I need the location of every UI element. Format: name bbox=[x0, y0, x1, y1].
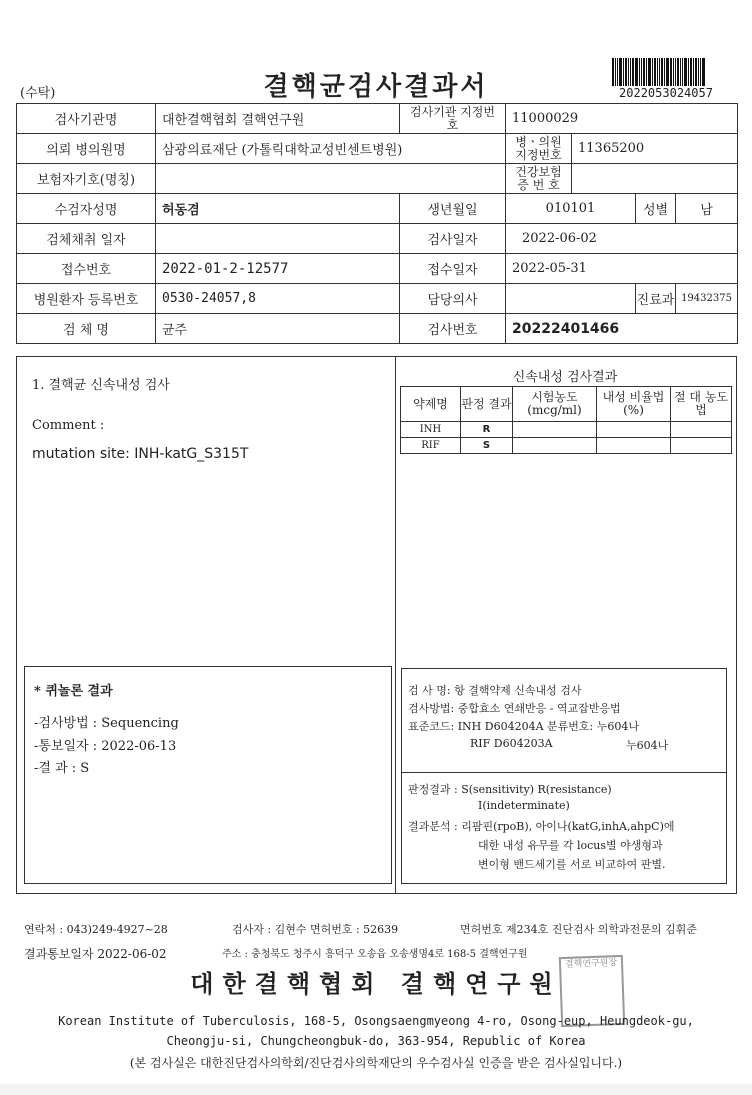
standard-code: 표준코드: INH D604204A 분류번호: 누604나 bbox=[408, 720, 639, 733]
doctor-value bbox=[506, 284, 636, 314]
receipt-no-label: 접수번호 bbox=[17, 254, 156, 284]
lab-no-label: 검사기관 지정번호 bbox=[400, 104, 506, 134]
mutation-site: mutation site: INH-katG_S315T bbox=[32, 446, 249, 462]
info-divider bbox=[401, 772, 727, 773]
drug-result: S bbox=[461, 438, 513, 454]
collect-date-label: 검체채취 일자 bbox=[17, 224, 156, 254]
name-label: 수검자성명 bbox=[17, 194, 156, 224]
lab-no-value: 11000029 bbox=[506, 104, 738, 134]
judgement-line1: 판정결과 : S(sensitivity) R(resistance) bbox=[408, 783, 612, 796]
physician-license: 면허번호 제234호 진단검사 의학과전문의 김휘준 bbox=[460, 923, 697, 936]
page-bottom-edge bbox=[0, 1084, 752, 1095]
standard-code-rif: RIF D604203A bbox=[470, 737, 553, 750]
collect-date-value bbox=[156, 224, 400, 254]
specimen-value: 균주 bbox=[156, 314, 400, 344]
test-no-label: 검사번호 bbox=[400, 314, 506, 344]
lab-label: 검사기관명 bbox=[17, 104, 156, 134]
test-name: 검 사 명: 항 결핵약제 신속내성 검사 bbox=[408, 684, 582, 697]
barcode-number: 2022053024057 bbox=[619, 86, 713, 100]
drug-result: R bbox=[461, 422, 513, 438]
quinolone-title: * 퀴놀론 결과 bbox=[34, 684, 113, 699]
official-seal: 결핵연구원장 bbox=[559, 955, 625, 1027]
contact: 연락처 : 043)249-4927~28 bbox=[24, 923, 168, 936]
lab-value: 대한결핵협회 결핵연구원 bbox=[156, 104, 400, 134]
hospital-no-label: 병ㆍ의원 지정번호 bbox=[506, 134, 572, 164]
test-method: 검사방법: 중합효소 연쇄반응 - 역교잡반응법 bbox=[408, 702, 621, 715]
institute-name: 대한결핵협회 결핵연구원 bbox=[190, 970, 562, 998]
sus-header: 내성 비율법(%) bbox=[597, 387, 671, 422]
patient-no-value: 0530-24057,8 bbox=[156, 284, 400, 314]
comment-label: Comment : bbox=[32, 418, 105, 433]
hospital-label: 의뢰 병의원명 bbox=[17, 134, 156, 164]
judgement-line2: I(indeterminate) bbox=[478, 799, 570, 812]
receipt-date-value: 2022-05-31 bbox=[506, 254, 738, 284]
address: 주소 : 충청북도 청주시 흥덕구 오송읍 오송생명4로 168-5 결핵연구원 bbox=[222, 949, 528, 960]
sus-header: 시험농도 (mcg/ml) bbox=[513, 387, 597, 422]
receipt-label: (수탁) bbox=[20, 86, 56, 101]
health-insurance-label: 건강보험 증 번 호 bbox=[506, 164, 572, 194]
test-date-value: 2022-06-02 bbox=[506, 224, 738, 254]
dept-label: 진료과 bbox=[636, 284, 676, 314]
insurance-label: 보험자기호(명칭) bbox=[17, 164, 156, 194]
receipt-date-label: 접수일자 bbox=[400, 254, 506, 284]
patient-info-table bbox=[16, 103, 738, 344]
susceptibility-title: 신속내성 검사결과 bbox=[512, 370, 618, 385]
drug-name: INH bbox=[401, 422, 461, 438]
test-no-value: 20222401466 bbox=[506, 314, 738, 344]
name-value: 허동겸 bbox=[156, 194, 400, 224]
sus-header: 판정 결과 bbox=[461, 387, 513, 422]
birth-label: 생년월일 bbox=[400, 194, 506, 224]
drug-name: RIF bbox=[401, 438, 461, 454]
health-insurance-value bbox=[572, 164, 738, 194]
quinolone-result: -결 과 : S bbox=[34, 761, 90, 776]
doctor-label: 담당의사 bbox=[400, 284, 506, 314]
analysis-line3: 변이형 밴드세기를 서로 비교하여 판별. bbox=[478, 858, 666, 871]
analysis-line1: 결과분석 : 리팜핀(rpoB), 아이나(katG,inhA,ahpC)에 bbox=[408, 820, 675, 833]
hospital-value: 삼광의료재단 (가톨릭대학교성빈센트병원) bbox=[156, 134, 506, 164]
sex-value: 남 bbox=[676, 194, 738, 224]
susceptibility-table bbox=[400, 386, 732, 454]
analysis-line2: 대한 내성 유무를 각 locus별 야생형과 bbox=[478, 839, 663, 852]
quinolone-notify-date: -통보일자 : 2022-06-13 bbox=[34, 739, 177, 754]
result-notify-date: 결과통보일자 2022-06-02 bbox=[24, 947, 167, 961]
english-address-line1: Korean Institute of Tuberculosis, 168-5, Osongsaengmyeong 4-ro, Osong-eup, Heungdeok-gu, bbox=[58, 1014, 694, 1028]
examiner: 검사자 : 김현수 면허번호 : 52639 bbox=[232, 923, 399, 936]
sus-header: 절 대 농도법 bbox=[671, 387, 732, 422]
certification-note: (본 검사실은 대한진단검사의학회/진단검사의학재단의 우수검사실 인증을 받은 검사실입니다.) bbox=[129, 1056, 623, 1070]
insurance-value bbox=[156, 164, 506, 194]
test-item-title: 1. 결핵균 신속내성 검사 bbox=[32, 378, 170, 393]
table-row bbox=[401, 438, 732, 454]
sex-label: 성별 bbox=[636, 194, 676, 224]
test-date-label: 검사일자 bbox=[400, 224, 506, 254]
receipt-no-value: 2022-01-2-12577 bbox=[156, 254, 400, 284]
dept-value: 19432375 bbox=[676, 284, 738, 314]
sus-header: 약제명 bbox=[401, 387, 461, 422]
quinolone-method: -검사방법 : Sequencing bbox=[34, 716, 179, 731]
document-title: 결핵균검사결과서 bbox=[263, 72, 489, 102]
table-row bbox=[401, 422, 732, 438]
birth-value: 010101 bbox=[506, 194, 636, 224]
barcode bbox=[612, 58, 720, 86]
patient-no-label: 병원환자 등록번호 bbox=[17, 284, 156, 314]
specimen-label: 검 체 명 bbox=[17, 314, 156, 344]
classification-code-rif: 누604나 bbox=[626, 739, 669, 752]
english-address-line2: Cheongju-si, Chungcheongbuk-do, 363-954, Republic of Korea bbox=[166, 1034, 586, 1048]
hospital-no-value: 11365200 bbox=[572, 134, 738, 164]
